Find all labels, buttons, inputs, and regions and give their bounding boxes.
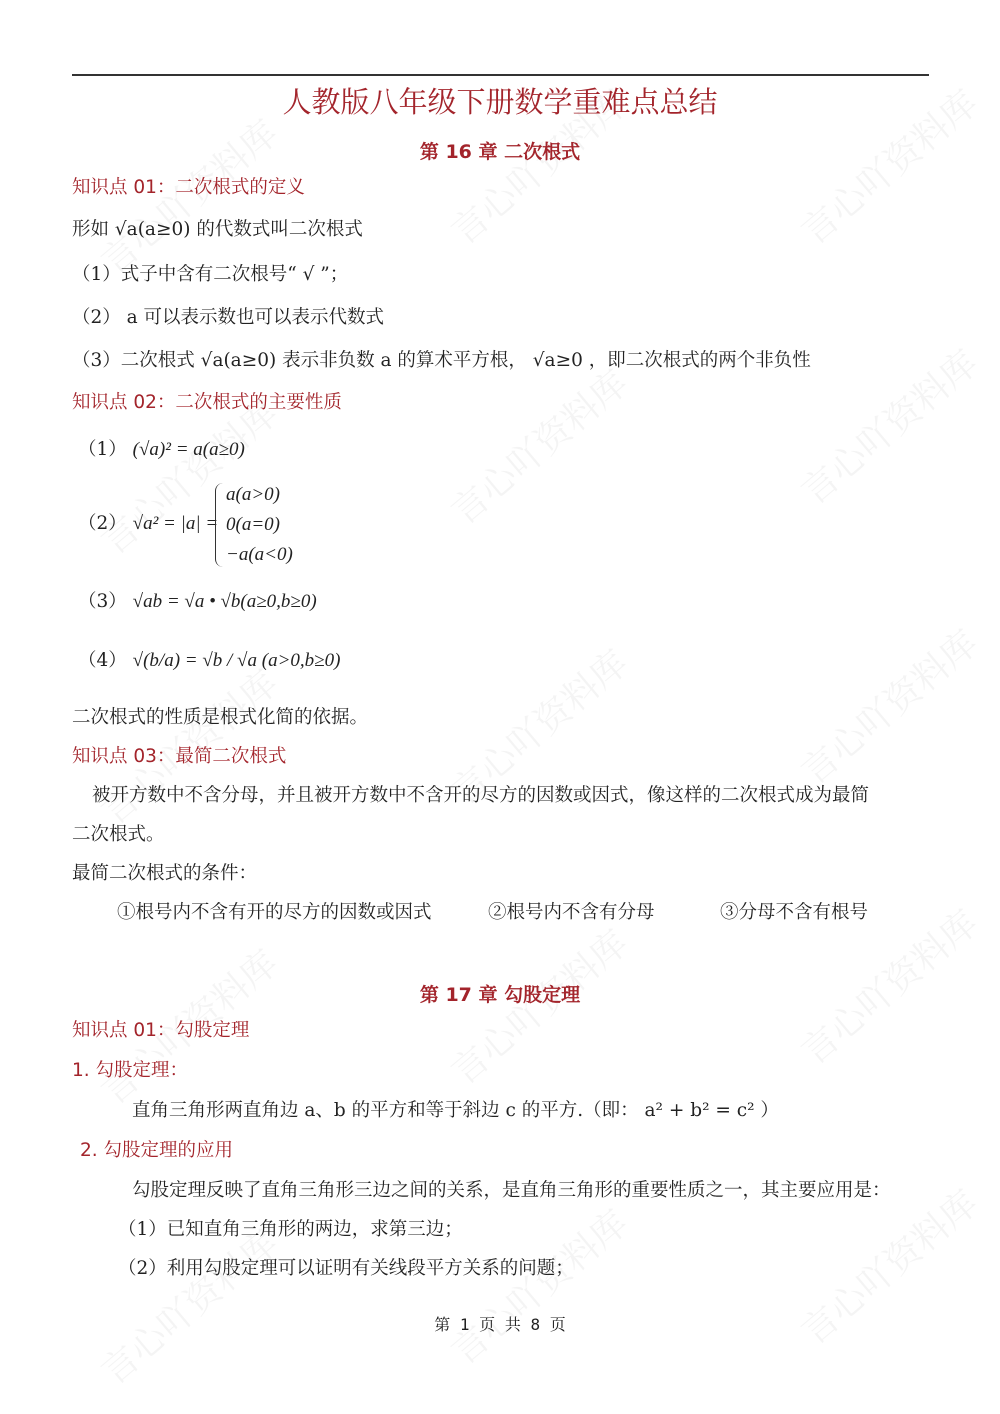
kp3-text-2: 二次根式。 (72, 824, 165, 845)
watermark-text (789, 617, 987, 795)
kp1-item-1: （1）式子中含有二次根号“ √ ”； (72, 264, 349, 285)
header-rule (72, 74, 929, 76)
case-2: 0(a=0) (226, 514, 280, 535)
watermark-text (789, 337, 987, 515)
document-title: 人教版八年级下册数学重难点总结 (282, 85, 718, 119)
pythagoras-statement: 直角三角形两直角边 a、b 的平方和等于斜边 c 的平方.（即： a² + b² = c² ） (132, 1100, 779, 1121)
case-1: a(a>0) (226, 484, 280, 505)
formula: √(b/a) = √b / √a (a>0,b≥0) (132, 650, 341, 671)
watermark-text (439, 1197, 637, 1375)
property-1 (78, 437, 245, 463)
applications-intro: 勾股定理反映了直角三角形三边之间的关系，是直角三角形的重要性质之一，其主要应用是： (132, 1180, 891, 1201)
condition-3: ③分母不含有根号 (720, 902, 869, 923)
label: （2） (78, 513, 127, 534)
formula: (√a)² = a(a≥0) (132, 439, 245, 460)
ch17-kp-01-heading: 知识点 01：勾股定理 (72, 1020, 250, 1041)
application-2: （2）利用勾股定理可以证明有关线段平方关系的问题； (118, 1258, 574, 1279)
property-4 (78, 648, 340, 674)
property-3 (78, 589, 317, 615)
section-1-heading: 1. 勾股定理： (72, 1060, 189, 1081)
conditions-label: 最简二次根式的条件： (72, 863, 258, 884)
kp1-item-3: （3）二次根式 √a(a≥0) 表示非负数 a 的算术平方根， √a≥0 ，即二次根式的两个非负性 (72, 350, 811, 371)
watermark-text (439, 357, 637, 535)
label: （1） (78, 439, 127, 460)
property-2 (78, 511, 218, 537)
kp1-item-2: （2） a 可以表示数也可以表示代数式 (72, 307, 385, 328)
chapter-16-heading: 第 16 章 二次根式 (419, 141, 581, 163)
chapter-17-heading: 第 17 章 勾股定理 (419, 984, 581, 1006)
kp-03-heading: 知识点 03：最简二次根式 (72, 746, 287, 767)
case-3: −a(a<0) (226, 544, 293, 565)
kp-01-heading: 知识点 01：二次根式的定义 (72, 177, 305, 198)
page-footer: 第 1 页 共 8 页 (434, 1315, 566, 1334)
label: （3） (78, 591, 127, 612)
application-1: （1）已知直角三角形的两边，求第三边； (118, 1219, 463, 1240)
watermark-text (89, 1217, 287, 1395)
condition-2: ②根号内不含有分母 (488, 902, 655, 923)
formula: √a² = |a| = (132, 513, 219, 534)
label: （4） (78, 650, 127, 671)
kp-02-heading: 知识点 02：二次根式的主要性质 (72, 392, 342, 413)
property-note: 二次根式的性质是根式化简的依据。 (72, 707, 369, 728)
kp3-text-1: 被开方数中不含分母，并且被开方数中不含开的尽方的因数或因式，像这样的二次根式成为最简 (92, 785, 870, 806)
section-2-heading: 2. 勾股定理的应用 (80, 1140, 234, 1161)
formula: √ab = √a • √b(a≥0,b≥0) (132, 591, 317, 612)
condition-1: ①根号内不含有开的尽方的因数或因式 (117, 902, 432, 923)
brace (215, 483, 224, 567)
definition-text: 形如 √a(a≥0) 的代数式叫二次根式 (72, 219, 363, 240)
